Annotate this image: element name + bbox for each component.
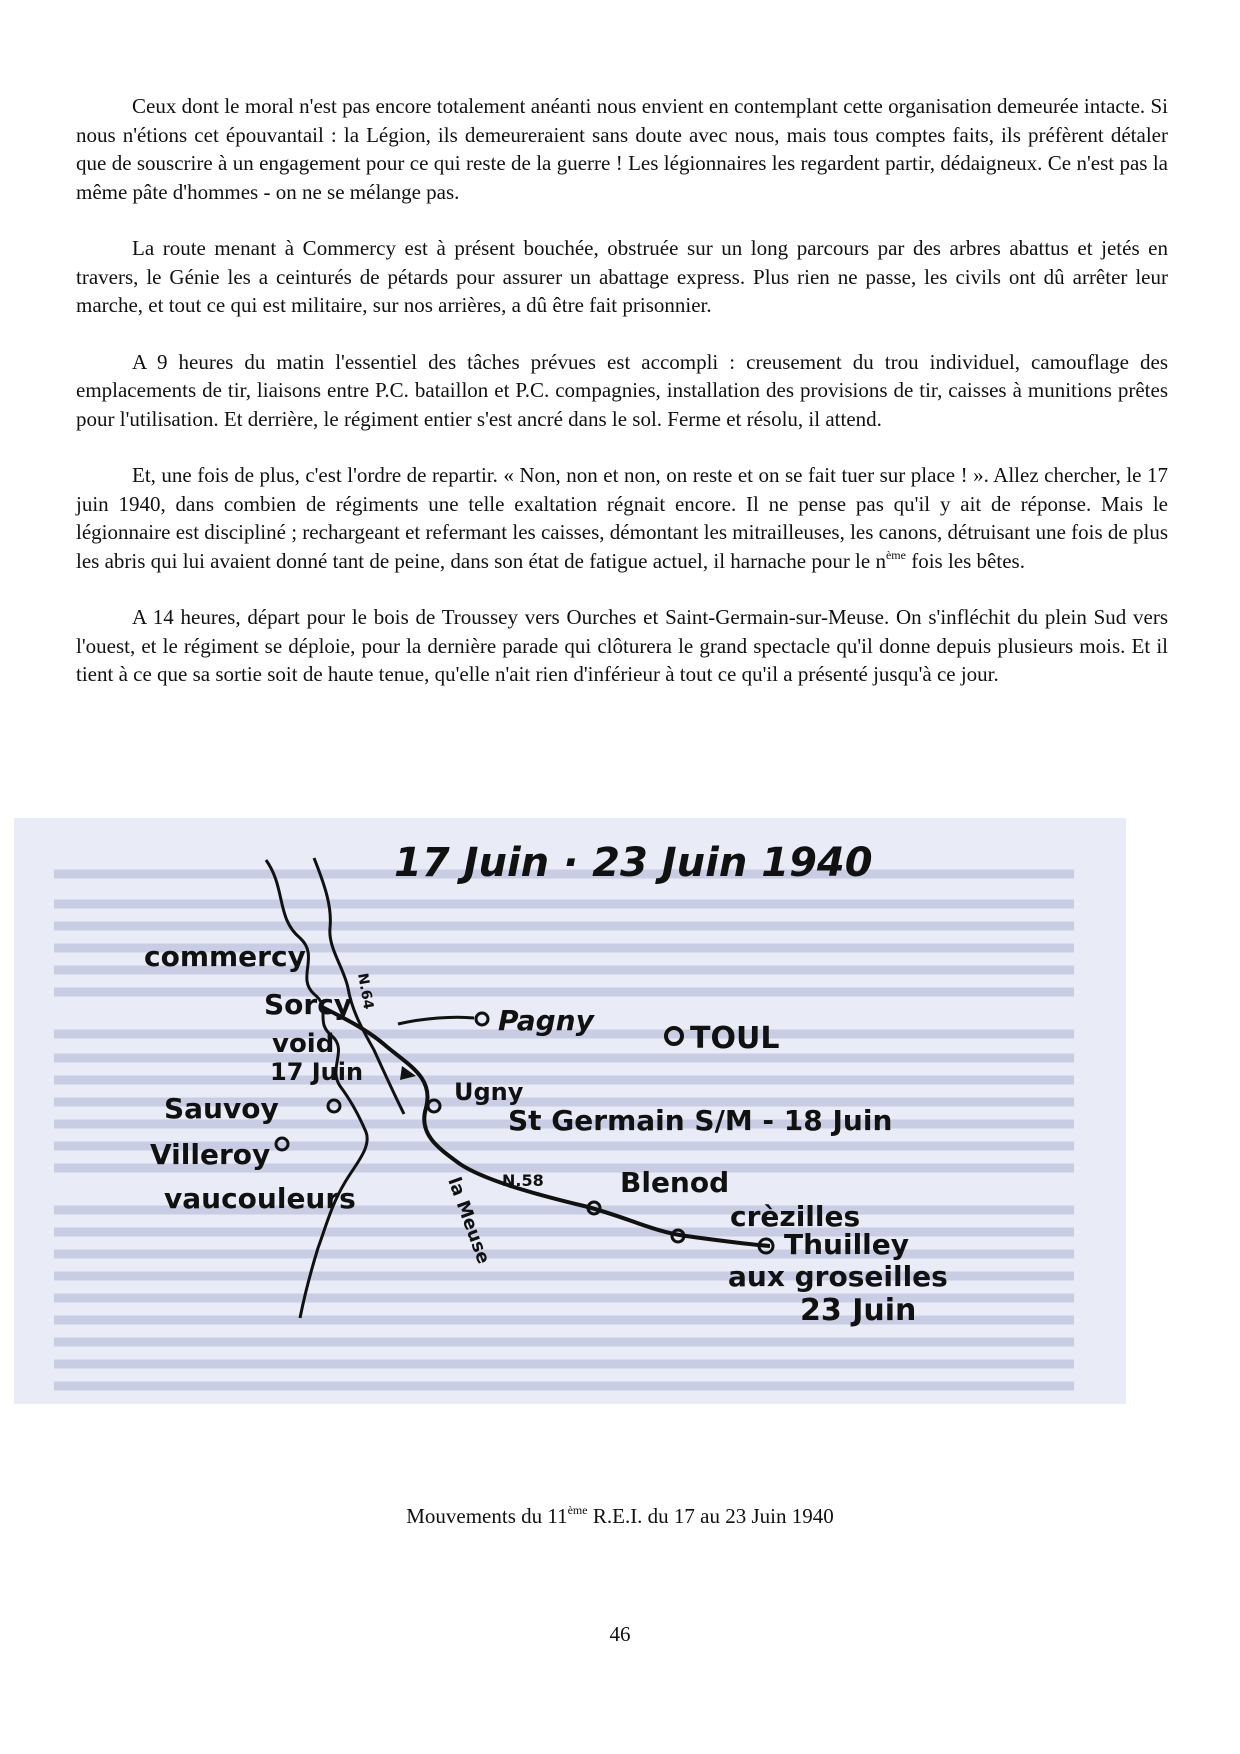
map-drawing: [14, 818, 1126, 1404]
label-pagny: Pagny: [498, 1004, 594, 1037]
pagny-dot: [476, 1013, 488, 1025]
paragraph-4-text: Et, une fois de plus, c'est l'ordre de repartir. « Non, non et non, on reste et on se fait tuer sur place ! ». Allez chercher, le 17 juin 1940, dans combien de régiments une telle exaltation régnait encore. Il ne pense pas qu'il y ait de réponse. Mais le légionnaire est discipliné ; rechargeant et refermant les caisses, démontant les mitrailleuses, les canons, détruisant une fois de plus les abris qui lui avaient donné tant de peine, dans son état de fatigue actuel, il harnache pour le n: [76, 463, 1168, 573]
label-17-juin: 17 Juin: [270, 1058, 364, 1086]
itinerary-map: [14, 818, 1126, 1404]
paragraph-4-end: fois les bêtes.: [905, 548, 1025, 573]
route-branch: [398, 1017, 474, 1024]
map-caption: [0, 1504, 1240, 1529]
body-text: [76, 92, 1168, 717]
label-aux-groseilles: aux groseilles: [728, 1260, 948, 1293]
label-la-meuse: la Meuse: [443, 1174, 494, 1267]
paragraph-4: [76, 461, 1168, 575]
label-villeroy: Villeroy: [150, 1138, 271, 1171]
page-number: 46: [609, 1622, 631, 1646]
label-n64: N.64: [354, 971, 377, 1011]
paragraph-1: Ceux dont le moral n'est pas encore totalement anéanti nous envient en contemplant cette organisation demeurée intacte. Si nous n'étions cet épouvantail : la Légion, ils demeureraient sans doute avec nous, mais tous comptes faits, ils préfèrent détaler que de souscrire à un engagement pour ce qui reste de la guerre ! Les légionnaires les regardent partir, dédaigneux. Ce n'est pas la même pâte d'hommes - on ne se mélange pas.: [76, 94, 1168, 204]
label-void: void: [272, 1029, 335, 1059]
label-23-juin: 23 Juin: [800, 1293, 917, 1328]
label-vaucouleurs: vaucouleurs: [164, 1182, 356, 1215]
label-ugny: Ugny: [454, 1078, 524, 1106]
label-thuilley: Thuilley: [784, 1228, 910, 1261]
caption-superscript: ème: [567, 1503, 588, 1517]
label-crezilles: crèzilles: [730, 1200, 861, 1233]
caption-end: R.E.I. du 17 au 23 Juin 1940: [587, 1504, 834, 1528]
paragraph-5: A 14 heures, départ pour le bois de Troussey vers Ourches et Saint-Germain-sur-Meuse. On s'infléchit du plein Sud vers l'ouest, et le régiment se déploie, pour la dernière parade qui clôturera le grand spectacle qu'il donne depuis plusieurs mois. Et il tient à ce que sa sortie soit de haute tenue, qu'elle n'ait rien d'inférieur à tout ce qu'il a présenté jusqu'à ce jour.: [76, 605, 1168, 686]
label-sauvoy: Sauvoy: [164, 1092, 279, 1125]
paragraph-4-superscript: ème: [885, 547, 906, 562]
label-toul: TOUL: [690, 1021, 780, 1056]
caption-text: Mouvements du 11: [406, 1504, 568, 1528]
paragraph-2: La route menant à Commercy est à présent bouchée, obstruée sur un long parcours par des arbres abattus et jetés en travers, le Génie les a ceinturés de pétards pour assurer un abattage express. Plus rien ne passe, les civils ont dû arrêter leur marche, et tout ce qui est militaire, sur nos arrières, a dû être fait prisonnier.: [76, 236, 1168, 317]
paragraph-3: A 9 heures du matin l'essentiel des tâches prévues est accompli : creusement du trou individuel, camouflage des emplacements de tir, liaisons entre P.C. bataillon et P.C. compagnies, installation des provisions de tir, caisses à munitions prêtes pour l'utilisation. Et derrière, le régiment entier s'est ancré dans le sol. Ferme et résolu, il attend.: [76, 349, 1168, 431]
label-n58: N.58: [502, 1171, 544, 1190]
label-sorcy: Sorcy: [264, 988, 353, 1021]
label-st-germain: St Germain S/M - 18 Juin: [508, 1104, 893, 1137]
label-blenod: Blenod: [620, 1166, 730, 1199]
label-commercy: commercy: [144, 940, 306, 973]
map-title: 17 Juin · 23 Juin 1940: [394, 840, 873, 886]
